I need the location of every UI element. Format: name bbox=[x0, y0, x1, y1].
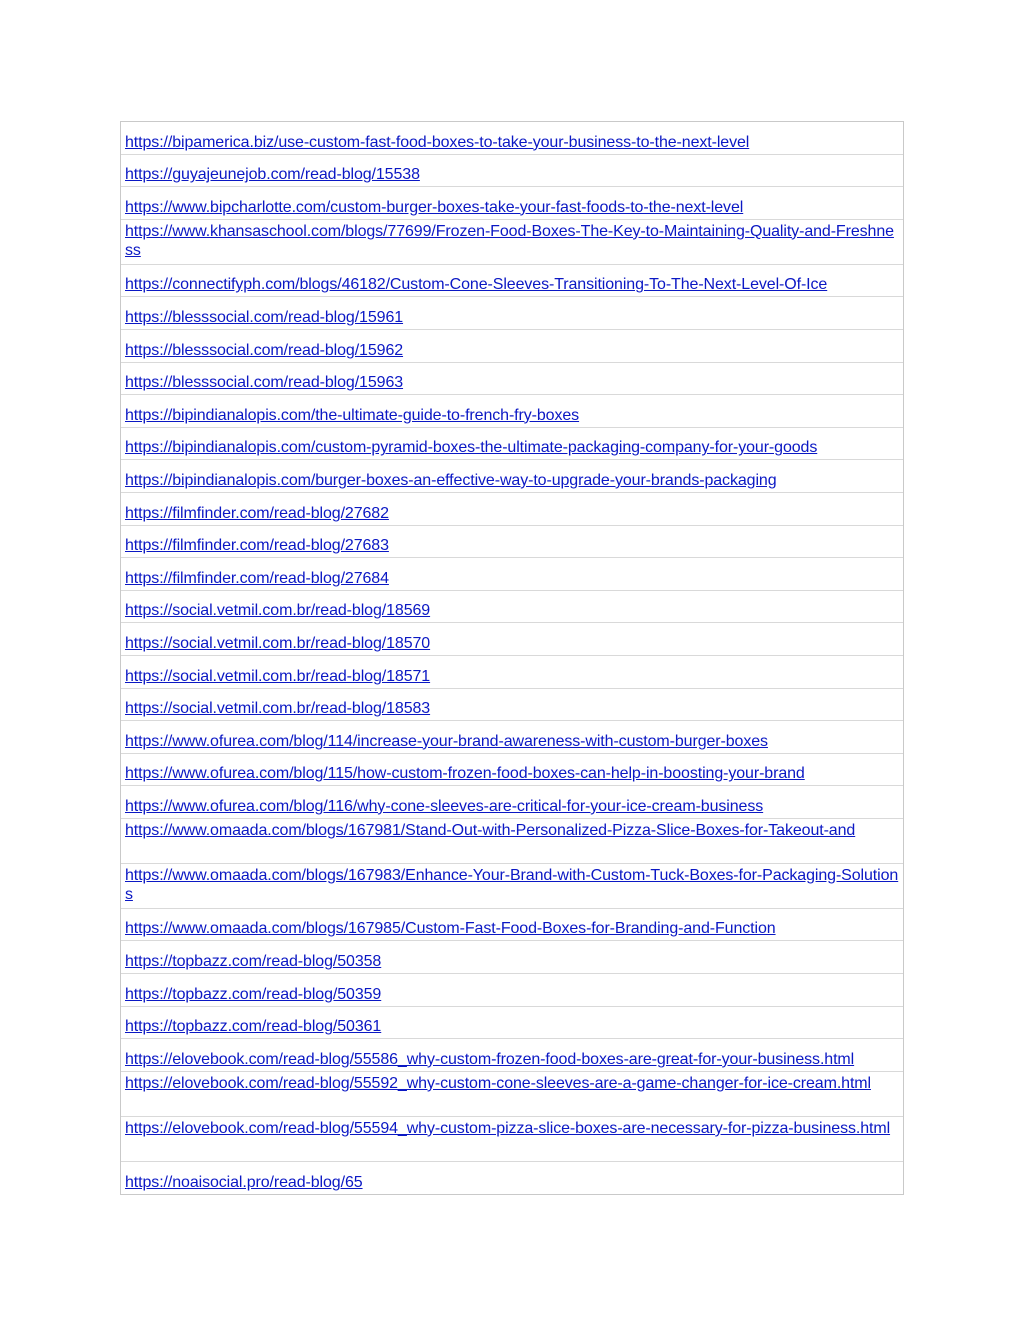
table-row bbox=[121, 591, 903, 624]
link[interactable]: https://bipindianalopis.com/the-ultimate-guide-to-french-fry-boxes bbox=[125, 406, 580, 424]
link[interactable]: https://topbazz.com/read-blog/50358 bbox=[125, 953, 382, 971]
link[interactable]: https://www.ofurea.com/blog/116/why-cone-sleeves-are-critical-for-your-ice-cream-business bbox=[125, 797, 764, 815]
table-row bbox=[121, 786, 903, 819]
table-row bbox=[121, 754, 903, 787]
table-row bbox=[121, 941, 903, 974]
table-row bbox=[121, 1162, 903, 1195]
table-row bbox=[121, 1117, 903, 1162]
table-row bbox=[121, 656, 903, 689]
table-row bbox=[121, 1039, 903, 1072]
link-table bbox=[120, 121, 904, 1195]
link[interactable]: https://www.ofurea.com/blog/115/how-custom-frozen-food-boxes-can-help-in-boosting-your-brand bbox=[125, 765, 805, 783]
link[interactable]: https://filmfinder.com/read-blog/27683 bbox=[125, 537, 389, 555]
table-row bbox=[121, 721, 903, 754]
link[interactable]: https://topbazz.com/read-blog/50361 bbox=[125, 1018, 382, 1036]
table-row bbox=[121, 493, 903, 526]
link[interactable]: https://www.omaada.com/blogs/167985/Custom-Fast-Food-Boxes-for-Branding-and-Function bbox=[125, 920, 776, 938]
link[interactable]: https://blesssocial.com/read-blog/15962 bbox=[125, 341, 404, 359]
link[interactable]: https://connectifyph.com/blogs/46182/Custom-Cone-Sleeves-Transitioning-To-The-Next-Level-Of-Ice bbox=[125, 276, 828, 294]
link[interactable]: https://filmfinder.com/read-blog/27682 bbox=[125, 504, 389, 522]
link[interactable]: https://blesssocial.com/read-blog/15963 bbox=[125, 374, 404, 392]
table-row bbox=[121, 974, 903, 1007]
table-row bbox=[121, 155, 903, 188]
link[interactable]: https://elovebook.com/read-blog/55594_why-custom-pizza-slice-boxes-are-necessary-for-pizza-business.html bbox=[125, 1119, 891, 1137]
table-row bbox=[121, 864, 903, 909]
table-row bbox=[121, 363, 903, 396]
link[interactable]: https://social.vetmil.com.br/read-blog/18569 bbox=[125, 602, 431, 620]
table-row bbox=[121, 460, 903, 493]
link[interactable]: https://www.bipcharlotte.com/custom-burger-boxes-take-your-fast-foods-to-the-next-level bbox=[125, 198, 744, 216]
table-row bbox=[121, 265, 903, 298]
table-row bbox=[121, 558, 903, 591]
link[interactable]: https://elovebook.com/read-blog/55592_why-custom-cone-sleeves-are-a-game-changer-for-ice-cream.html bbox=[125, 1074, 871, 1092]
table-row bbox=[121, 395, 903, 428]
table-row bbox=[121, 187, 903, 220]
link[interactable]: https://blesssocial.com/read-blog/15961 bbox=[125, 308, 404, 326]
link[interactable]: https://social.vetmil.com.br/read-blog/18571 bbox=[125, 667, 431, 685]
table-row bbox=[121, 428, 903, 461]
link[interactable]: https://guyajeunejob.com/read-blog/15538 bbox=[125, 166, 420, 184]
link[interactable]: https://noaisocial.pro/read-blog/65 bbox=[125, 1174, 363, 1192]
table-row bbox=[121, 297, 903, 330]
link[interactable]: https://social.vetmil.com.br/read-blog/18570 bbox=[125, 634, 431, 652]
table-row bbox=[121, 220, 903, 265]
link[interactable]: https://social.vetmil.com.br/read-blog/18583 bbox=[125, 700, 431, 718]
table-row bbox=[121, 1072, 903, 1117]
link[interactable]: https://elovebook.com/read-blog/55586_why-custom-frozen-food-boxes-are-great-for-your-business.html bbox=[125, 1050, 855, 1068]
link[interactable]: https://topbazz.com/read-blog/50359 bbox=[125, 985, 382, 1003]
table-row bbox=[121, 122, 903, 155]
link[interactable]: https://www.omaada.com/blogs/167981/Stand-Out-with-Personalized-Pizza-Slice-Boxes-for-Takeout-and bbox=[125, 821, 856, 839]
link[interactable]: https://www.ofurea.com/blog/114/increase-your-brand-awareness-with-custom-burger-boxes bbox=[125, 732, 768, 750]
table-row bbox=[121, 1007, 903, 1040]
link[interactable]: https://bipamerica.biz/use-custom-fast-food-boxes-to-take-your-business-to-the-next-level bbox=[125, 133, 750, 151]
table-row bbox=[121, 526, 903, 559]
table-row bbox=[121, 623, 903, 656]
link[interactable]: https://www.khansaschool.com/blogs/77699/Frozen-Food-Boxes-The-Key-to-Maintaining-Quality-and-Freshness bbox=[125, 222, 894, 259]
table-row bbox=[121, 330, 903, 363]
table-row bbox=[121, 819, 903, 864]
link[interactable]: https://bipindianalopis.com/burger-boxes-an-effective-way-to-upgrade-your-brands-packaging bbox=[125, 471, 777, 489]
table-row bbox=[121, 689, 903, 722]
link[interactable]: https://www.omaada.com/blogs/167983/Enhance-Your-Brand-with-Custom-Tuck-Boxes-for-Packaging-Solutions bbox=[125, 866, 899, 903]
table-row bbox=[121, 909, 903, 942]
link[interactable]: https://filmfinder.com/read-blog/27684 bbox=[125, 569, 389, 587]
link[interactable]: https://bipindianalopis.com/custom-pyramid-boxes-the-ultimate-packaging-company-for-your-goods bbox=[125, 439, 818, 457]
